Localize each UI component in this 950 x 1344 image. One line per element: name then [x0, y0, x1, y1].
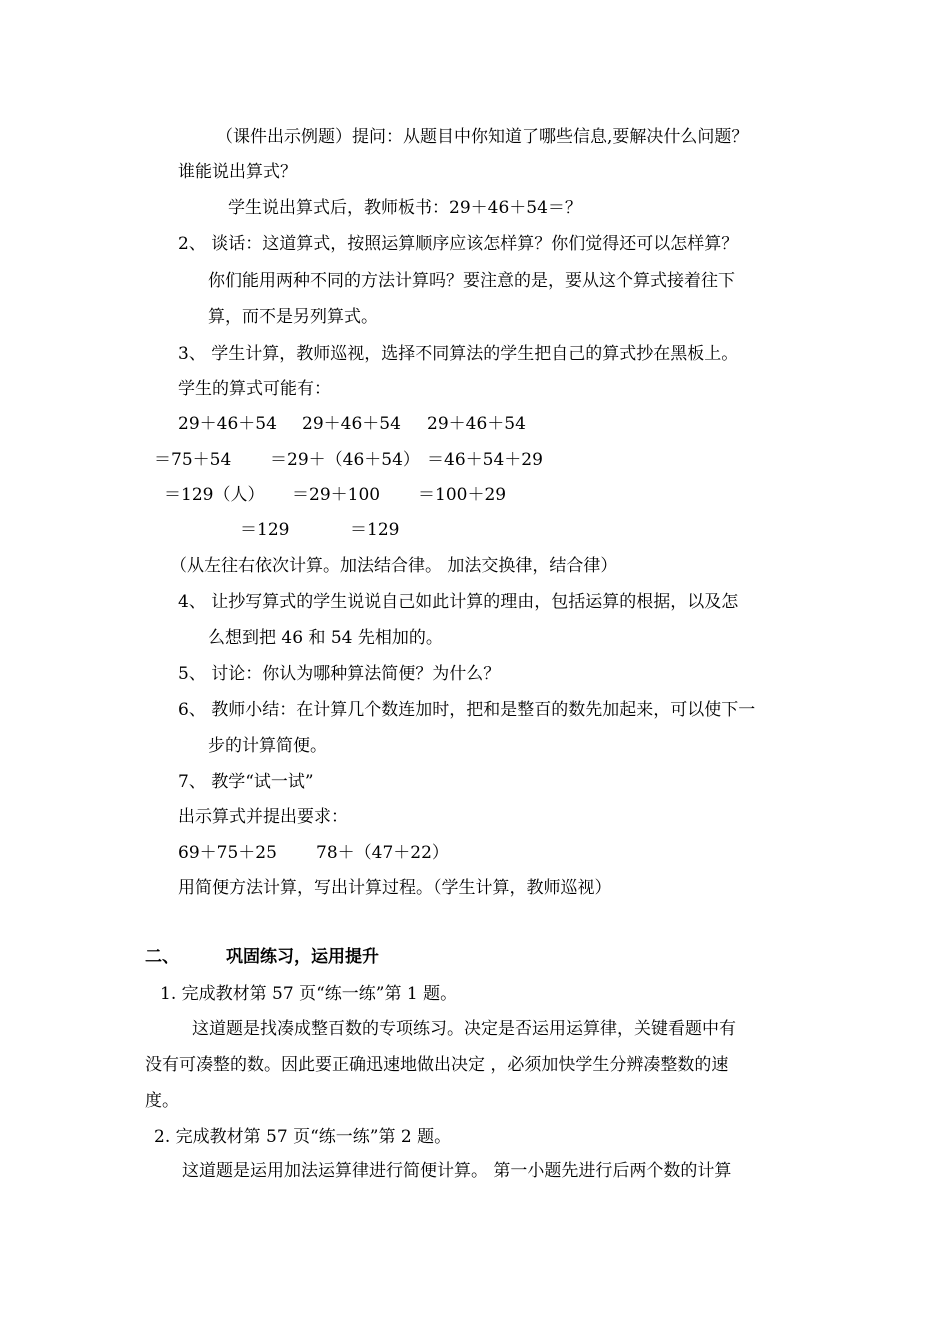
equation-line: ＝75＋54: [154, 450, 232, 470]
text-line: 学生说出算式后，教师板书：29＋46＋54＝？: [228, 198, 582, 218]
equation-line: 29＋46＋54: [178, 414, 277, 434]
text-line: 4、 让抄写算式的学生说说自己如此计算的理由，包括运算的根据，以及怎: [178, 592, 739, 612]
text-line: 6、 教师小结：在计算几个数连加时，把和是整百的数先加起来，可以使下一: [178, 700, 756, 720]
text-line: 5、 讨论：你认为哪种算法简便？为什么？: [178, 664, 501, 684]
equation-line: ＝46＋54＋29: [427, 450, 543, 470]
text-line: 算，而不是另列算式。: [208, 307, 378, 327]
text-line: 学生的算式可能有：: [178, 379, 331, 399]
text-line: 步的计算简便。: [208, 736, 327, 756]
equation-line: ＝129（人）: [164, 485, 265, 505]
text-line: 2、 谈话：这道算式，按照运算顺序应该怎样算？你们觉得还可以怎样算？: [178, 234, 739, 254]
equation-line: ＝129: [240, 520, 290, 540]
equation-line: ＝100＋29: [418, 485, 507, 505]
text-line: （课件出示例题）提问：从题目中你知道了哪些信息,要解决什么问题？: [216, 127, 749, 147]
text-line: 7、 教学“试一试”: [178, 772, 314, 792]
text-line: 没有可凑整的数。因此要正确迅速地做出决定 ，必须加快学生分辨凑整数的速: [145, 1055, 729, 1075]
text-line: 这道题是找凑成整百数的专项练习。决定是否运用运算律，关键看题中有: [192, 1019, 736, 1039]
equation-line: 78＋（47＋22）: [316, 843, 449, 863]
text-line: 1. 完成教材第 57 页“练一练”第 1 题。: [160, 984, 458, 1004]
text-line: 你们能用两种不同的方法计算吗？要注意的是，要从这个算式接着往下: [208, 271, 735, 291]
equation-line: ＝129: [350, 520, 400, 540]
text-line: 用简便方法计算，写出计算过程。（学生计算，教师巡视）: [178, 878, 612, 898]
equation-line: ＝29＋100: [292, 485, 381, 505]
text-line: 度。: [145, 1091, 179, 1111]
equation-line: 29＋46＋54: [302, 414, 401, 434]
text-line: 2. 完成教材第 57 页“练一练”第 2 题。: [154, 1127, 452, 1147]
text-line: 出示算式并提出要求：: [178, 807, 348, 827]
text-line: （从左往右依次计算。加法结合律。 加法交换律，结合律）: [170, 556, 618, 576]
text-line: 这道题是运用加法运算律进行简便计算。 第一小题先进行后两个数的计算: [182, 1161, 732, 1181]
text-line: 么想到把 46 和 54 先相加的。: [208, 628, 443, 648]
section-number: 二、: [145, 947, 179, 967]
equation-line: ＝29＋（46＋54）: [270, 450, 420, 470]
text-line: 谁能说出算式？: [178, 162, 297, 182]
section-heading: 巩固练习，运用提升: [226, 947, 379, 967]
equation-line: 29＋46＋54: [427, 414, 526, 434]
text-line: 3、 学生计算，教师巡视，选择不同算法的学生把自己的算式抄在黑板上。: [178, 344, 739, 364]
equation-line: 69＋75＋25: [178, 843, 277, 863]
